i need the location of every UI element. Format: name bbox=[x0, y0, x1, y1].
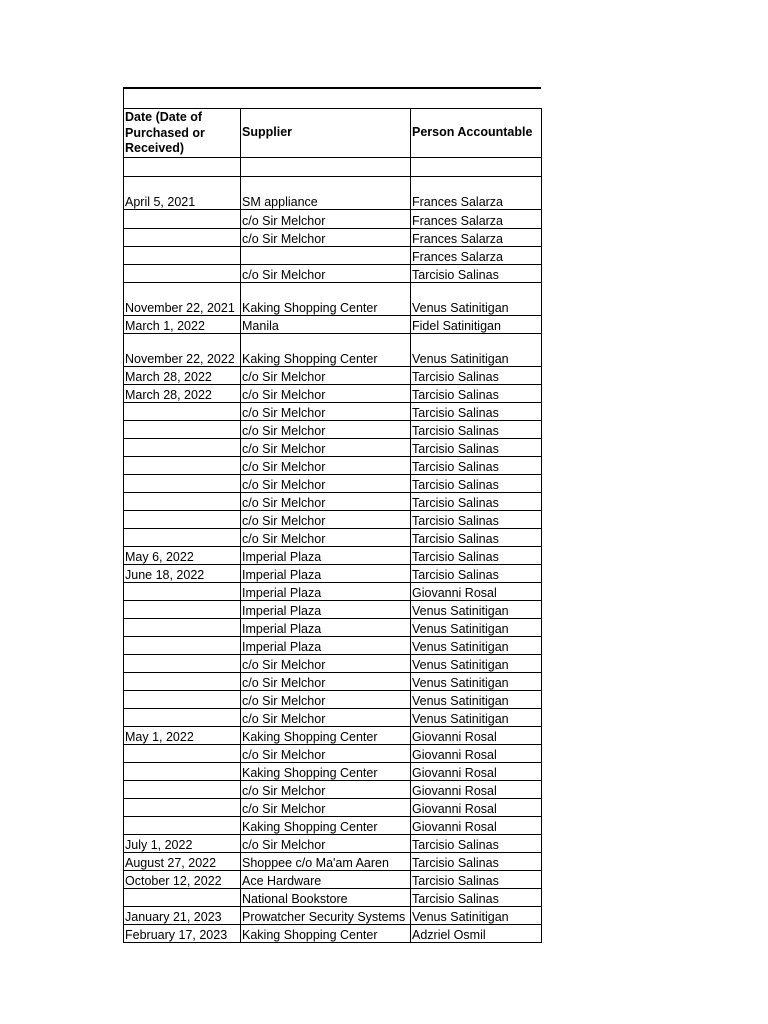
cell-person: Tarcisio Salinas bbox=[411, 474, 542, 492]
cell-person: Tarcisio Salinas bbox=[411, 366, 542, 384]
cell-date: June 18, 2022 bbox=[124, 564, 241, 582]
cell-supplier: c/o Sir Melchor bbox=[241, 456, 411, 474]
cell-person: Fidel Satinitigan bbox=[411, 315, 542, 333]
cell-person: Tarcisio Salinas bbox=[411, 264, 542, 282]
cell-date bbox=[124, 618, 241, 636]
cell-person: Tarcisio Salinas bbox=[411, 438, 542, 456]
cell-person: Giovanni Rosal bbox=[411, 744, 542, 762]
cell-supplier bbox=[241, 246, 411, 264]
cell-supplier: Kaking Shopping Center bbox=[241, 726, 411, 744]
cell-person: Tarcisio Salinas bbox=[411, 456, 542, 474]
table-row bbox=[124, 157, 542, 176]
cell-person: Venus Satinitigan bbox=[411, 690, 542, 708]
cell-person: Venus Satinitigan bbox=[411, 906, 542, 924]
table-row bbox=[124, 420, 542, 438]
cell-supplier: c/o Sir Melchor bbox=[241, 474, 411, 492]
cell-supplier: Kaking Shopping Center bbox=[241, 816, 411, 834]
cell-supplier: c/o Sir Melchor bbox=[241, 780, 411, 798]
table-row bbox=[124, 708, 542, 726]
cell-person: Giovanni Rosal bbox=[411, 726, 542, 744]
cell-person: Venus Satinitigan bbox=[411, 282, 542, 315]
header-row bbox=[124, 109, 542, 158]
cell-date bbox=[124, 474, 241, 492]
cell-person: Tarcisio Salinas bbox=[411, 402, 542, 420]
header-person: Person Accountable bbox=[411, 109, 542, 158]
cell-date bbox=[124, 888, 241, 906]
cell-supplier: c/o Sir Melchor bbox=[241, 492, 411, 510]
cell-date bbox=[124, 672, 241, 690]
cell-person: Frances Salarza bbox=[411, 228, 542, 246]
cell-date bbox=[124, 690, 241, 708]
cell-date bbox=[124, 492, 241, 510]
table-row bbox=[124, 402, 542, 420]
cell-person: Tarcisio Salinas bbox=[411, 870, 542, 888]
cell-supplier: Shoppee c/o Ma'am Aaren bbox=[241, 852, 411, 870]
cell-supplier: c/o Sir Melchor bbox=[241, 384, 411, 402]
cell-person: Giovanni Rosal bbox=[411, 762, 542, 780]
cell-date bbox=[124, 798, 241, 816]
table-row bbox=[124, 456, 542, 474]
cell-person: Tarcisio Salinas bbox=[411, 510, 542, 528]
cell-date bbox=[124, 456, 241, 474]
cell-supplier: c/o Sir Melchor bbox=[241, 402, 411, 420]
table-row bbox=[124, 726, 542, 744]
cell-supplier: c/o Sir Melchor bbox=[241, 834, 411, 852]
cell-person: Tarcisio Salinas bbox=[411, 546, 542, 564]
cell-person: Venus Satinitigan bbox=[411, 618, 542, 636]
cell-person: Giovanni Rosal bbox=[411, 780, 542, 798]
cell-date: November 22, 2021 bbox=[124, 282, 241, 315]
cell-person: Tarcisio Salinas bbox=[411, 420, 542, 438]
cell-supplier: c/o Sir Melchor bbox=[241, 690, 411, 708]
cell-date bbox=[124, 264, 241, 282]
cell-date bbox=[124, 157, 241, 176]
cell-person: Giovanni Rosal bbox=[411, 798, 542, 816]
table-row bbox=[124, 744, 542, 762]
cell-person: Venus Satinitigan bbox=[411, 636, 542, 654]
table-row bbox=[124, 906, 542, 924]
cell-date: March 28, 2022 bbox=[124, 366, 241, 384]
table-row bbox=[124, 870, 542, 888]
cell-supplier: Kaking Shopping Center bbox=[241, 924, 411, 942]
table-row bbox=[124, 798, 542, 816]
cell-date: May 1, 2022 bbox=[124, 726, 241, 744]
cell-supplier: Ace Hardware bbox=[241, 870, 411, 888]
cell-person: Giovanni Rosal bbox=[411, 582, 542, 600]
table-row bbox=[124, 834, 542, 852]
table-row bbox=[124, 528, 542, 546]
cell-date bbox=[124, 420, 241, 438]
cell-person: Frances Salarza bbox=[411, 176, 542, 209]
cell-supplier: c/o Sir Melchor bbox=[241, 672, 411, 690]
table-row bbox=[124, 618, 542, 636]
cell-person: Tarcisio Salinas bbox=[411, 852, 542, 870]
cell-person: Tarcisio Salinas bbox=[411, 888, 542, 906]
cell-supplier: Imperial Plaza bbox=[241, 636, 411, 654]
left-border-stub bbox=[123, 89, 124, 108]
table-row bbox=[124, 888, 542, 906]
cell-date: March 28, 2022 bbox=[124, 384, 241, 402]
cell-supplier: c/o Sir Melchor bbox=[241, 798, 411, 816]
cell-date: January 21, 2023 bbox=[124, 906, 241, 924]
table-row bbox=[124, 366, 542, 384]
cell-person: Giovanni Rosal bbox=[411, 816, 542, 834]
cell-date bbox=[124, 228, 241, 246]
table-row bbox=[124, 282, 542, 315]
cell-supplier: c/o Sir Melchor bbox=[241, 366, 411, 384]
cell-person: Venus Satinitigan bbox=[411, 654, 542, 672]
table-row bbox=[124, 438, 542, 456]
cell-date bbox=[124, 209, 241, 228]
table-row bbox=[124, 924, 542, 942]
cell-supplier: Imperial Plaza bbox=[241, 546, 411, 564]
cell-date bbox=[124, 600, 241, 618]
cell-supplier: c/o Sir Melchor bbox=[241, 209, 411, 228]
table-row bbox=[124, 474, 542, 492]
cell-date bbox=[124, 780, 241, 798]
table-row bbox=[124, 510, 542, 528]
table-row bbox=[124, 333, 542, 366]
inventory-table bbox=[123, 108, 542, 943]
cell-date bbox=[124, 744, 241, 762]
cell-person: Venus Satinitigan bbox=[411, 708, 542, 726]
cell-supplier: Manila bbox=[241, 315, 411, 333]
cell-supplier: c/o Sir Melchor bbox=[241, 708, 411, 726]
cell-date bbox=[124, 582, 241, 600]
cell-date bbox=[124, 402, 241, 420]
table-row bbox=[124, 762, 542, 780]
table-row bbox=[124, 636, 542, 654]
table-row bbox=[124, 209, 542, 228]
cell-supplier: Imperial Plaza bbox=[241, 600, 411, 618]
cell-supplier: SM appliance bbox=[241, 176, 411, 209]
cell-person: Venus Satinitigan bbox=[411, 672, 542, 690]
table-row bbox=[124, 176, 542, 209]
cell-date bbox=[124, 816, 241, 834]
cell-supplier: c/o Sir Melchor bbox=[241, 528, 411, 546]
cell-date: October 12, 2022 bbox=[124, 870, 241, 888]
cell-supplier: c/o Sir Melchor bbox=[241, 264, 411, 282]
cell-supplier: c/o Sir Melchor bbox=[241, 654, 411, 672]
table-row bbox=[124, 600, 542, 618]
table-row bbox=[124, 690, 542, 708]
cell-date bbox=[124, 654, 241, 672]
cell-person: Frances Salarza bbox=[411, 209, 542, 228]
table-row bbox=[124, 228, 542, 246]
table-row bbox=[124, 654, 542, 672]
table-row bbox=[124, 492, 542, 510]
cell-date: March 1, 2022 bbox=[124, 315, 241, 333]
cell-person: Frances Salarza bbox=[411, 246, 542, 264]
header-supplier: Supplier bbox=[241, 109, 411, 158]
cell-supplier: c/o Sir Melchor bbox=[241, 744, 411, 762]
table-row bbox=[124, 672, 542, 690]
cell-supplier bbox=[241, 157, 411, 176]
cell-date bbox=[124, 762, 241, 780]
table-row bbox=[124, 246, 542, 264]
table-row bbox=[124, 315, 542, 333]
cell-date: November 22, 2022 bbox=[124, 333, 241, 366]
cell-date: August 27, 2022 bbox=[124, 852, 241, 870]
table-row bbox=[124, 582, 542, 600]
cell-person: Tarcisio Salinas bbox=[411, 834, 542, 852]
cell-supplier: c/o Sir Melchor bbox=[241, 228, 411, 246]
cell-supplier: Kaking Shopping Center bbox=[241, 282, 411, 315]
cell-date bbox=[124, 708, 241, 726]
cell-supplier: Prowatcher Security Systems bbox=[241, 906, 411, 924]
cell-date bbox=[124, 528, 241, 546]
cell-person: Adzriel Osmil bbox=[411, 924, 542, 942]
cell-date bbox=[124, 510, 241, 528]
cell-person bbox=[411, 157, 542, 176]
cell-supplier: Imperial Plaza bbox=[241, 618, 411, 636]
cell-person: Tarcisio Salinas bbox=[411, 492, 542, 510]
cell-date: July 1, 2022 bbox=[124, 834, 241, 852]
cell-date: May 6, 2022 bbox=[124, 546, 241, 564]
cell-supplier: c/o Sir Melchor bbox=[241, 510, 411, 528]
cell-person: Tarcisio Salinas bbox=[411, 528, 542, 546]
top-border-line bbox=[123, 87, 541, 89]
cell-date bbox=[124, 636, 241, 654]
cell-date: February 17, 2023 bbox=[124, 924, 241, 942]
table-row bbox=[124, 384, 542, 402]
table-row bbox=[124, 264, 542, 282]
cell-person: Venus Satinitigan bbox=[411, 600, 542, 618]
cell-person: Tarcisio Salinas bbox=[411, 384, 542, 402]
cell-date bbox=[124, 438, 241, 456]
table-row bbox=[124, 564, 542, 582]
table-row bbox=[124, 852, 542, 870]
header-date: Date (Date of Purchased or Received) bbox=[124, 109, 241, 158]
table-row bbox=[124, 780, 542, 798]
cell-supplier: Kaking Shopping Center bbox=[241, 333, 411, 366]
cell-supplier: c/o Sir Melchor bbox=[241, 420, 411, 438]
table-row bbox=[124, 816, 542, 834]
cell-supplier: Imperial Plaza bbox=[241, 564, 411, 582]
cell-supplier: Imperial Plaza bbox=[241, 582, 411, 600]
cell-person: Venus Satinitigan bbox=[411, 333, 542, 366]
cell-date: April 5, 2021 bbox=[124, 176, 241, 209]
cell-supplier: Kaking Shopping Center bbox=[241, 762, 411, 780]
cell-supplier: National Bookstore bbox=[241, 888, 411, 906]
table-row bbox=[124, 546, 542, 564]
cell-person: Tarcisio Salinas bbox=[411, 564, 542, 582]
cell-date bbox=[124, 246, 241, 264]
cell-supplier: c/o Sir Melchor bbox=[241, 438, 411, 456]
